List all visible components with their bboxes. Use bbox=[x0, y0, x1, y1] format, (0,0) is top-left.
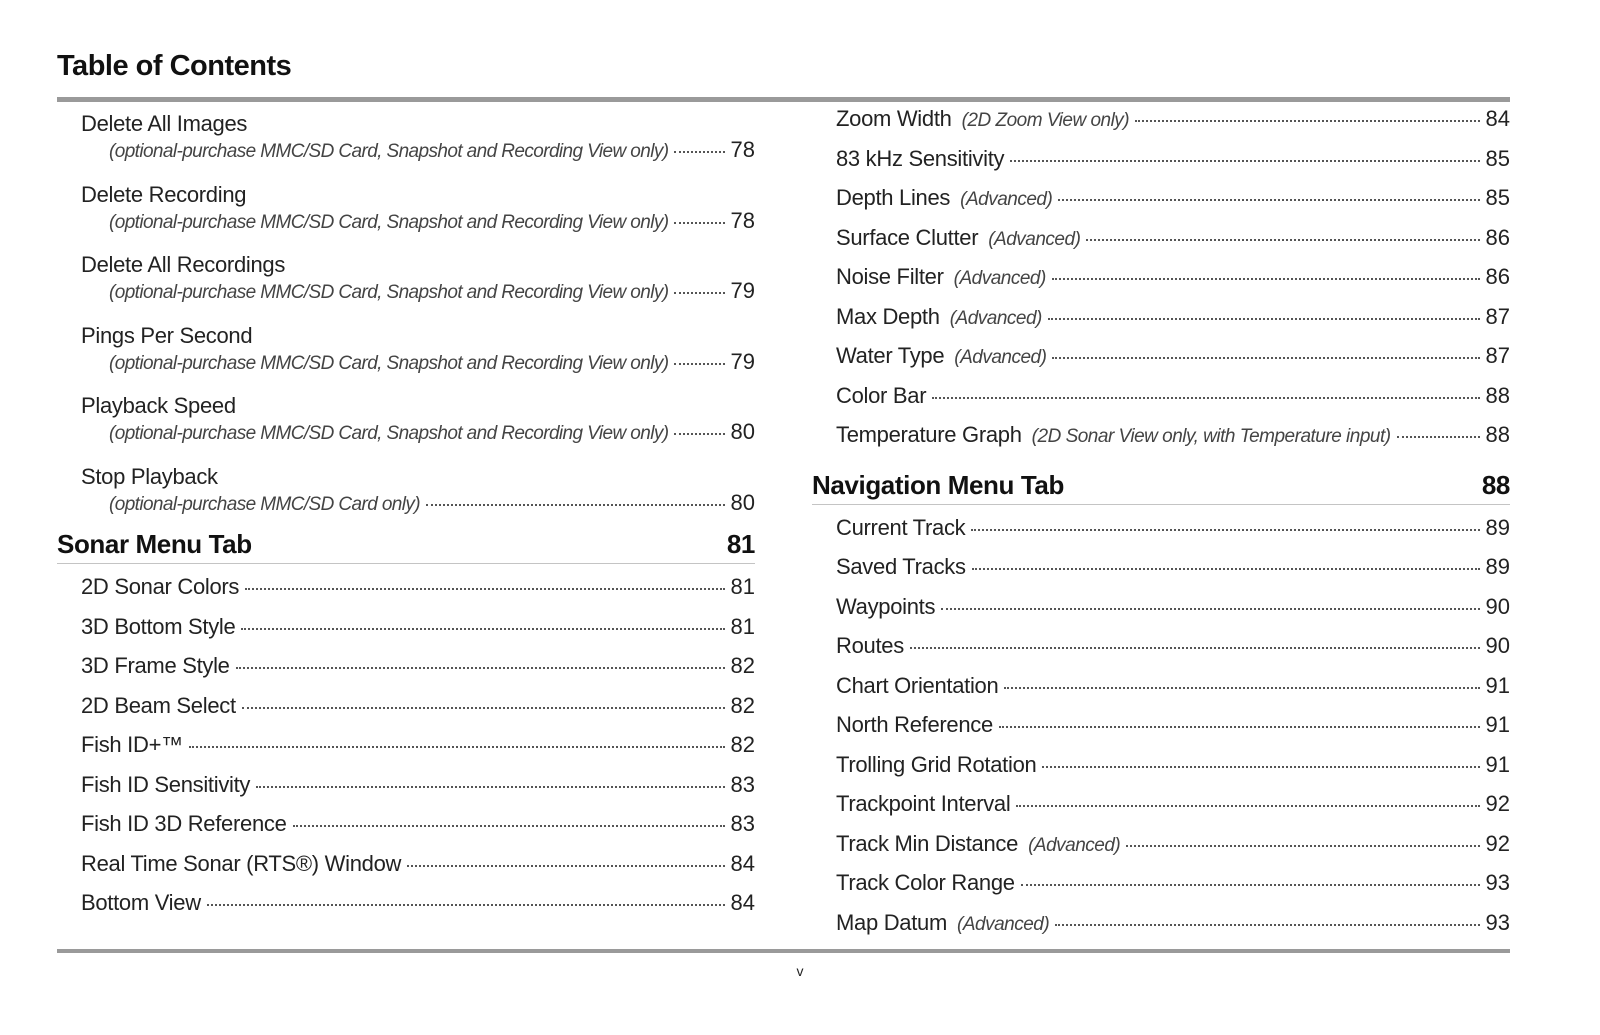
entry-page-number: 85 bbox=[1485, 185, 1510, 210]
entry-title: Delete All Recordings bbox=[81, 252, 286, 277]
entry-list bbox=[812, 515, 1510, 950]
entry-note: (Advanced) bbox=[954, 347, 1047, 368]
dot-leader bbox=[241, 628, 724, 630]
dot-leader bbox=[674, 433, 724, 435]
entry-title: Fish ID Sensitivity bbox=[81, 771, 251, 797]
entry-title: Water Type bbox=[836, 343, 945, 368]
header-rule bbox=[57, 97, 1510, 102]
dot-leader bbox=[1052, 278, 1480, 280]
entry-title: Track Color Range bbox=[836, 870, 1015, 895]
entry-title: Bottom View bbox=[81, 890, 201, 915]
section-heading-navigation-menu-tab[interactable] bbox=[812, 470, 1510, 505]
entry-page-number: 83 bbox=[730, 771, 755, 797]
entry-page-number: 84 bbox=[730, 850, 755, 876]
toc-entry[interactable] bbox=[812, 752, 1510, 792]
toc-entry[interactable] bbox=[57, 318, 755, 380]
entry-page-number: 82 bbox=[730, 732, 755, 757]
entry-note: (optional-purchase MMC/SD Card, Snapshot and Recording View only) bbox=[109, 211, 669, 233]
entry-title: Stop Playback bbox=[81, 463, 218, 489]
dot-leader bbox=[972, 568, 1480, 570]
entry-title: Temperature Graph bbox=[836, 422, 1022, 447]
entry-title: Map Datum bbox=[836, 909, 948, 935]
entry-note: (Advanced) bbox=[957, 913, 1050, 935]
entry-title: 2D Sonar Colors bbox=[81, 574, 240, 599]
entry-page-number: 91 bbox=[1485, 751, 1510, 777]
dot-leader bbox=[242, 707, 725, 709]
entry-page-number: 82 bbox=[730, 653, 755, 678]
toc-entry[interactable] bbox=[57, 614, 755, 654]
entry-page-number: 80 bbox=[730, 419, 755, 444]
toc-entry[interactable] bbox=[57, 811, 755, 851]
toc-entry[interactable] bbox=[57, 890, 755, 930]
entry-note-line bbox=[57, 349, 755, 380]
dot-leader bbox=[293, 825, 725, 827]
dot-leader bbox=[245, 588, 724, 590]
entry-page-number: 87 bbox=[1485, 343, 1510, 368]
dot-leader bbox=[674, 151, 724, 153]
entry-page-number: 84 bbox=[730, 890, 755, 915]
entry-note: (optional-purchase MMC/SD Card, Snapshot and Recording View only) bbox=[109, 423, 669, 444]
dot-leader bbox=[1042, 766, 1479, 768]
entry-note: (2D Sonar View only, with Temperature input) bbox=[1031, 426, 1391, 447]
entry-page-number: 81 bbox=[730, 613, 755, 639]
entry-title: Pings Per Second bbox=[81, 322, 253, 348]
entry-title: Trolling Grid Rotation bbox=[836, 751, 1037, 777]
entry-title-line bbox=[57, 177, 755, 208]
toc-entry[interactable] bbox=[57, 693, 755, 733]
entry-page-number: 86 bbox=[1485, 264, 1510, 289]
entry-title-line bbox=[57, 388, 755, 419]
toc-entry[interactable] bbox=[57, 459, 755, 521]
entry-title: Track Min Distance bbox=[836, 830, 1019, 856]
toc-entry[interactable] bbox=[812, 633, 1510, 673]
toc-entry[interactable] bbox=[812, 106, 1510, 146]
entry-page-number: 92 bbox=[1485, 791, 1510, 816]
entry-title: Saved Tracks bbox=[836, 554, 966, 579]
entry-note: (Advanced) bbox=[953, 268, 1046, 289]
entry-title: Surface Clutter bbox=[836, 224, 979, 250]
toc-entry[interactable] bbox=[812, 304, 1510, 344]
dot-leader bbox=[1004, 687, 1479, 689]
toc-entry[interactable] bbox=[812, 146, 1510, 186]
entry-title-line bbox=[57, 106, 755, 137]
entry-page-number: 90 bbox=[1485, 593, 1510, 619]
entry-note: (optional-purchase MMC/SD Card only) bbox=[109, 493, 421, 515]
toc-entry[interactable] bbox=[812, 870, 1510, 910]
entry-list bbox=[57, 574, 755, 930]
dot-leader bbox=[407, 865, 724, 867]
entry-title: Noise Filter bbox=[836, 264, 944, 289]
toc-entry[interactable] bbox=[57, 388, 755, 450]
entry-page-number: 88 bbox=[1485, 422, 1510, 447]
entry-note-line bbox=[57, 137, 755, 168]
entry-note-line bbox=[57, 278, 755, 309]
entry-title: North Reference bbox=[836, 712, 993, 737]
entry-page-number: 78 bbox=[730, 137, 755, 162]
toc-entry[interactable] bbox=[57, 247, 755, 309]
dot-leader bbox=[1058, 199, 1479, 201]
dot-leader bbox=[932, 397, 1479, 399]
entry-note-line bbox=[57, 419, 755, 450]
left-column bbox=[57, 106, 755, 930]
dot-leader bbox=[674, 222, 724, 224]
entry-title-line bbox=[57, 318, 755, 349]
entry-note: (Advanced) bbox=[960, 189, 1053, 210]
entry-page-number: 92 bbox=[1485, 830, 1510, 856]
dot-leader bbox=[1052, 357, 1479, 359]
dot-leader bbox=[1135, 120, 1479, 122]
dot-leader bbox=[256, 786, 724, 788]
entry-page-number: 89 bbox=[1485, 514, 1510, 540]
toc-entry[interactable] bbox=[812, 185, 1510, 225]
dot-leader bbox=[1126, 845, 1479, 847]
entry-title: Fish ID+™ bbox=[81, 732, 183, 757]
entry-title: Current Track bbox=[836, 514, 966, 540]
entry-note: (optional-purchase MMC/SD Card, Snapshot and Recording View only) bbox=[109, 141, 669, 162]
toc-entry[interactable] bbox=[812, 594, 1510, 634]
toc-entry[interactable] bbox=[57, 653, 755, 693]
toc-entry[interactable] bbox=[812, 515, 1510, 555]
entry-title-line bbox=[57, 459, 755, 490]
entry-title: Waypoints bbox=[836, 593, 936, 619]
entry-page-number: 88 bbox=[1485, 382, 1510, 408]
dot-leader bbox=[1021, 884, 1480, 886]
entry-page-number: 93 bbox=[1485, 909, 1510, 935]
entry-page-number: 79 bbox=[730, 348, 755, 374]
dot-leader bbox=[207, 904, 725, 906]
entry-note: (2D Zoom View only) bbox=[961, 110, 1130, 131]
entry-title: Fish ID 3D Reference bbox=[81, 811, 287, 836]
toc-entry[interactable] bbox=[812, 383, 1510, 423]
toc-entry[interactable] bbox=[57, 177, 755, 239]
dot-leader bbox=[1086, 239, 1479, 241]
entry-title: Trackpoint Interval bbox=[836, 791, 1011, 816]
entry-page-number: 79 bbox=[730, 278, 755, 303]
entry-page-number: 86 bbox=[1485, 224, 1510, 250]
entry-title: Playback Speed bbox=[81, 393, 236, 418]
entry-note-line bbox=[57, 490, 755, 521]
dot-leader bbox=[1048, 318, 1480, 320]
entry-page-number: 80 bbox=[730, 489, 755, 515]
dot-leader bbox=[674, 363, 724, 365]
toc-entry[interactable] bbox=[812, 712, 1510, 752]
dot-leader bbox=[1016, 805, 1479, 807]
entry-title: Zoom Width bbox=[836, 106, 952, 131]
toc-entry[interactable] bbox=[57, 772, 755, 812]
dot-leader bbox=[910, 647, 1480, 649]
entry-page-number: 78 bbox=[730, 207, 755, 233]
toc-entry[interactable] bbox=[812, 673, 1510, 713]
toc-entry[interactable] bbox=[812, 422, 1510, 462]
entry-note: (Advanced) bbox=[949, 307, 1042, 329]
section-page-number: 81 bbox=[726, 529, 755, 559]
toc-entry[interactable] bbox=[812, 343, 1510, 383]
dot-leader bbox=[426, 504, 724, 506]
toc-entry[interactable] bbox=[812, 791, 1510, 831]
dot-leader bbox=[189, 746, 725, 748]
entry-note: (optional-purchase MMC/SD Card, Snapshot and Recording View only) bbox=[109, 282, 669, 303]
toc-entry[interactable] bbox=[812, 554, 1510, 594]
entry-note-line bbox=[57, 208, 755, 239]
entry-note: (Advanced) bbox=[988, 228, 1081, 250]
entry-page-number: 81 bbox=[730, 574, 755, 599]
toc-entry[interactable] bbox=[57, 851, 755, 891]
page-title: Table of Contents bbox=[57, 50, 292, 82]
entry-title: Routes bbox=[836, 633, 904, 658]
entry-title: Depth Lines bbox=[836, 185, 951, 210]
dot-leader bbox=[674, 292, 724, 294]
section-page-number: 88 bbox=[1481, 469, 1510, 500]
section-title: Sonar Menu Tab bbox=[57, 529, 252, 559]
entry-list bbox=[812, 106, 1510, 462]
entry-title: 3D Bottom Style bbox=[81, 613, 236, 639]
right-column bbox=[812, 106, 1510, 949]
toc-entry[interactable] bbox=[57, 574, 755, 614]
entry-title: Color Bar bbox=[836, 382, 927, 408]
entry-title: Max Depth bbox=[836, 303, 940, 329]
dot-leader bbox=[999, 726, 1480, 728]
entry-title: Delete Recording bbox=[81, 181, 247, 207]
entry-page-number: 91 bbox=[1485, 672, 1510, 698]
dot-leader bbox=[236, 667, 725, 669]
entry-title: Delete All Images bbox=[81, 111, 248, 136]
toc-entry[interactable] bbox=[57, 732, 755, 772]
page-number: v bbox=[796, 963, 804, 979]
section-title: Navigation Menu Tab bbox=[812, 469, 1064, 500]
entry-page-number: 87 bbox=[1485, 303, 1510, 329]
entry-page-number: 93 bbox=[1485, 870, 1510, 895]
dot-leader bbox=[1397, 436, 1480, 438]
toc-entry[interactable] bbox=[812, 225, 1510, 265]
entry-page-number: 84 bbox=[1485, 106, 1510, 131]
toc-entry[interactable] bbox=[812, 831, 1510, 871]
entry-page-number: 82 bbox=[730, 692, 755, 718]
compound-entry-list bbox=[57, 106, 755, 521]
entry-title: 3D Frame Style bbox=[81, 653, 230, 678]
dot-leader bbox=[1055, 924, 1479, 926]
entry-page-number: 83 bbox=[730, 811, 755, 836]
entry-title-line bbox=[57, 247, 755, 278]
entry-page-number: 89 bbox=[1485, 554, 1510, 579]
entry-page-number: 85 bbox=[1485, 145, 1510, 171]
entry-page-number: 90 bbox=[1485, 633, 1510, 658]
dot-leader bbox=[1010, 160, 1479, 162]
entry-title: Chart Orientation bbox=[836, 672, 999, 698]
toc-entry[interactable] bbox=[57, 106, 755, 168]
section-heading-sonar-menu-tab[interactable] bbox=[57, 529, 755, 564]
entry-page-number: 91 bbox=[1485, 712, 1510, 737]
entry-note: (Advanced) bbox=[1028, 834, 1121, 856]
toc-entry[interactable] bbox=[812, 910, 1510, 950]
dot-leader bbox=[941, 608, 1479, 610]
entry-title: Real Time Sonar (RTS®) Window bbox=[81, 850, 402, 876]
footer-rule bbox=[57, 949, 1510, 953]
dot-leader bbox=[971, 529, 1479, 531]
toc-entry[interactable] bbox=[812, 264, 1510, 304]
entry-title: 83 kHz Sensitivity bbox=[836, 145, 1005, 171]
entry-title: 2D Beam Select bbox=[81, 692, 236, 718]
entry-note: (optional-purchase MMC/SD Card, Snapshot and Recording View only) bbox=[109, 352, 669, 374]
